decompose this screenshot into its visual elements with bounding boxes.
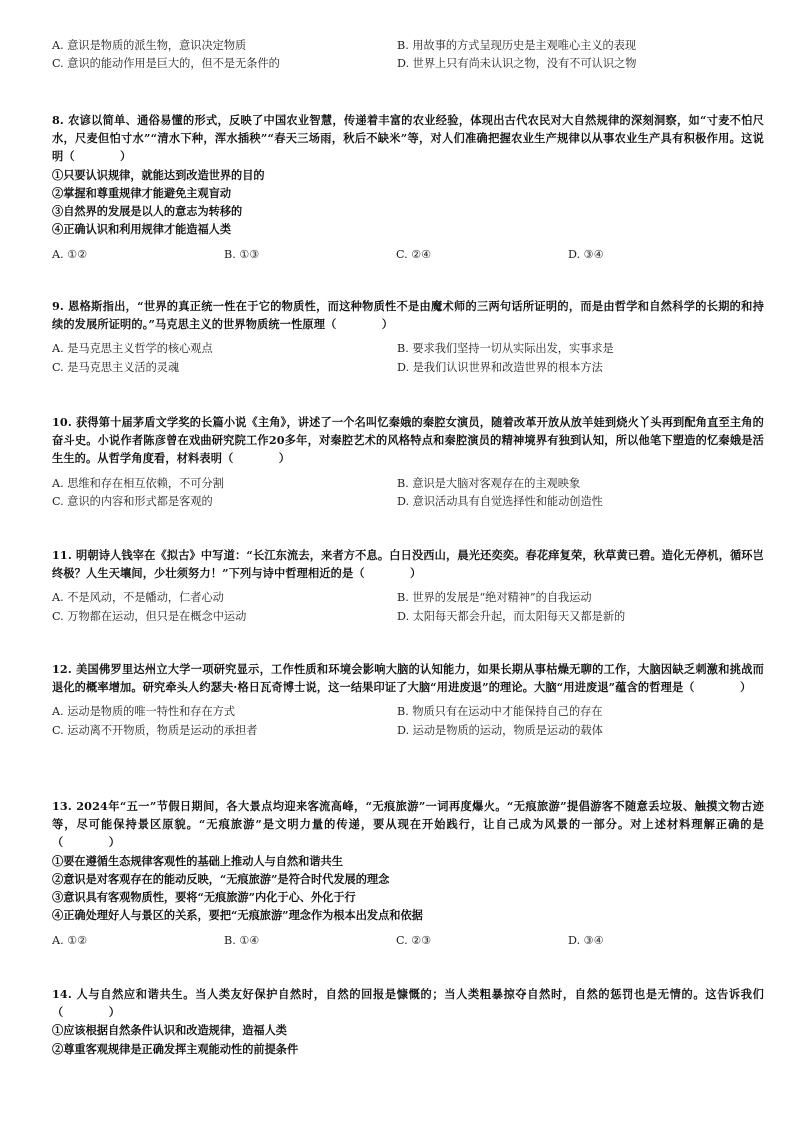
option-c[interactable]: C. ②④: [396, 248, 432, 262]
option-c[interactable]: C. 是马克思主义活的灵魂: [52, 360, 180, 374]
option-c[interactable]: C. ②③: [396, 934, 432, 948]
question-stem: 8. 农谚以简单、通俗易懂的形式，反映了中国农业智慧，传递着丰富的农业经验，体现出古代农民对大自然规律的深刻洞察，如“寸麦不怕尺水，尺麦但怕寸水”“清水下种，浑水插秧”“春天三场雨，秋后不缺米”等，对人们准确把握农业生产规律以从事农业生产具有积极作用。这说明（ ）: [52, 113, 764, 164]
option-d[interactable]: D. 世界上只有尚未认识之物，没有不可认识之物: [397, 57, 637, 71]
option-d[interactable]: D. ③④: [568, 934, 604, 948]
option-c[interactable]: C. 意识的内容和形式都是客观的: [52, 494, 213, 508]
option-b[interactable]: B. 要求我们坚持一切从实际出发，实事求是: [397, 342, 614, 356]
option-c[interactable]: C. 意识的能动作用是巨大的，但不是无条件的: [52, 57, 280, 71]
option-row: [52, 246, 764, 264]
question-9: [52, 297, 764, 377]
option-d[interactable]: D. 运动是物质的运动，物质是运动的载体: [397, 723, 603, 737]
option-b[interactable]: B. 物质只有在运动中才能保持自己的存在: [397, 705, 603, 719]
statement-4: ④正确处理好人与景区的关系，要把“无痕旅游”理念作为根本出发点和依据: [52, 908, 423, 923]
option-grid: [52, 340, 764, 376]
question-10: [52, 413, 764, 511]
option-b[interactable]: B. ①④: [224, 934, 260, 948]
option-d[interactable]: D. ③④: [568, 248, 604, 262]
option-a[interactable]: A. 运动是物质的唯一特性和存在方式: [52, 705, 236, 719]
statement-1: ①要在遵循生态规律客观性的基础上推动人与自然和谐共生: [52, 853, 343, 868]
question-8: [52, 111, 764, 265]
statement-1: ①只要认识规律，就能达到改造世界的目的: [52, 167, 265, 182]
option-a[interactable]: A. ①②: [52, 934, 88, 948]
option-a[interactable]: A. 意识是物质的派生物，意识决定物质: [52, 39, 247, 52]
option-b[interactable]: B. 意识是大脑对客观存在的主观映象: [397, 476, 581, 490]
option-row: [52, 932, 764, 950]
question-stem: 13. 2024年“五一”节假日期间，各大景点均迎来客流高峰，“无痕旅游”一词再度爆火。“无痕旅游”提倡游客不随意丢垃圾、触摸文物古迹等，尽可能保持景区原貌。“无痕旅游”是文明力量的传递，要从现在开始践行，让自己成为风景的一部分。对上述材料理解正确的是（ ）: [52, 799, 764, 850]
option-c[interactable]: C. 运动离不开物质，物质是运动的承担者: [52, 723, 258, 737]
statement-3: ③意识具有客观物质性，要将“无痕旅游”内化于心、外化于行: [52, 890, 356, 905]
option-grid: [52, 37, 764, 73]
option-a[interactable]: A. ①②: [52, 248, 88, 262]
option-d[interactable]: D. 是我们认识世界和改造世界的根本方法: [397, 360, 603, 374]
option-grid: [52, 589, 764, 625]
statement-1: ①应该根据自然条件认识和改造规律，造福人类: [52, 1023, 287, 1038]
question-11: [52, 546, 764, 626]
option-b[interactable]: B. 用故事的方式呈现历史是主观唯心主义的表现: [397, 39, 637, 52]
statement-2: ②意识是对客观存在的能动反映，“无痕旅游”是符合时代发展的理念: [52, 871, 390, 886]
question-stem: 9. 恩格斯指出，“世界的真正统一性在于它的物质性，而这种物质性不是由魔术师的三两句话所证明的，而是由哲学和自然科学的长期的和持续的发展所证明的。”马克思主义的世界物质统一性原理（ ）: [52, 299, 764, 332]
option-grid: [52, 475, 764, 511]
option-c[interactable]: C. 万物都在运动，但只是在概念中运动: [52, 609, 247, 623]
question-stem: 11. 明朝诗人钱宰在《拟古》中写道：“长江东流去，来者方不息。白日没西山，晨光还奕奕。春花痒复荣，秋草黄已碧。造化无停机，循环岂终极？人生天壤间，少壮须努力！”下列与诗中哲理相近的是（ ）: [52, 548, 764, 581]
option-grid: [52, 703, 764, 739]
statement-2: ②尊重客观规律是正确发挥主观能动性的前提条件: [52, 1041, 299, 1056]
question-13: [52, 797, 764, 951]
question-12: [52, 660, 764, 740]
option-a[interactable]: A. 思维和存在相互依赖，不可分割: [52, 476, 224, 490]
option-a[interactable]: A. 是马克思主义哲学的核心观点: [52, 342, 213, 356]
question-stem: 12. 美国佛罗里达州立大学一项研究显示，工作性质和环境会影响大脑的认知能力，如果长期从事枯燥无聊的工作，大脑因缺乏刺激和挑战而退化的概率增加。研究牵头人约瑟夫·格日瓦奇博士说，这一结果印证了大脑“用进废退”的理论。大脑“用进废退”蕴含的哲理是（ ）: [52, 662, 764, 695]
option-b[interactable]: B. ①③: [224, 248, 260, 262]
question-stem: 10. 获得第十届茅盾文学奖的长篇小说《主角》，讲述了一个名叫忆秦娥的秦腔女演员，随着改革开放从放羊娃到烧火丫头再到配角直至主角的奋斗史。小说作者陈彦曾在戏曲研究院工作20多年，对秦腔艺术的风格特点和秦腔演员的精神境界有独到认知，所以他笔下塑造的忆秦娥是活生生的。从哲学角度看，材料表明（ ）: [52, 415, 764, 466]
option-d[interactable]: D. 意识活动具有自觉选择性和能动创造性: [397, 494, 603, 508]
statement-3: ③自然界的发展是以人的意志为转移的: [52, 204, 243, 219]
option-b[interactable]: B. 世界的发展是“绝对精神”的自我运动: [397, 591, 592, 605]
question-7: [52, 37, 764, 73]
question-14: [52, 985, 764, 1058]
statement-4: ④正确认识和利用规律才能造福人类: [52, 222, 232, 237]
option-d[interactable]: D. 太阳每天都会升起，而太阳每天又都是新的: [397, 609, 626, 623]
statement-2: ②掌握和尊重规律才能避免主观盲动: [52, 185, 232, 200]
question-stem: 14. 人与自然应和谐共生。当人类友好保护自然时，自然的回报是慷慨的；当人类粗暴掠夺自然时，自然的惩罚也是无情的。这告诉我们（ ）: [52, 987, 764, 1020]
option-a[interactable]: A. 不是风动，不是幡动，仁者心动: [52, 591, 224, 605]
